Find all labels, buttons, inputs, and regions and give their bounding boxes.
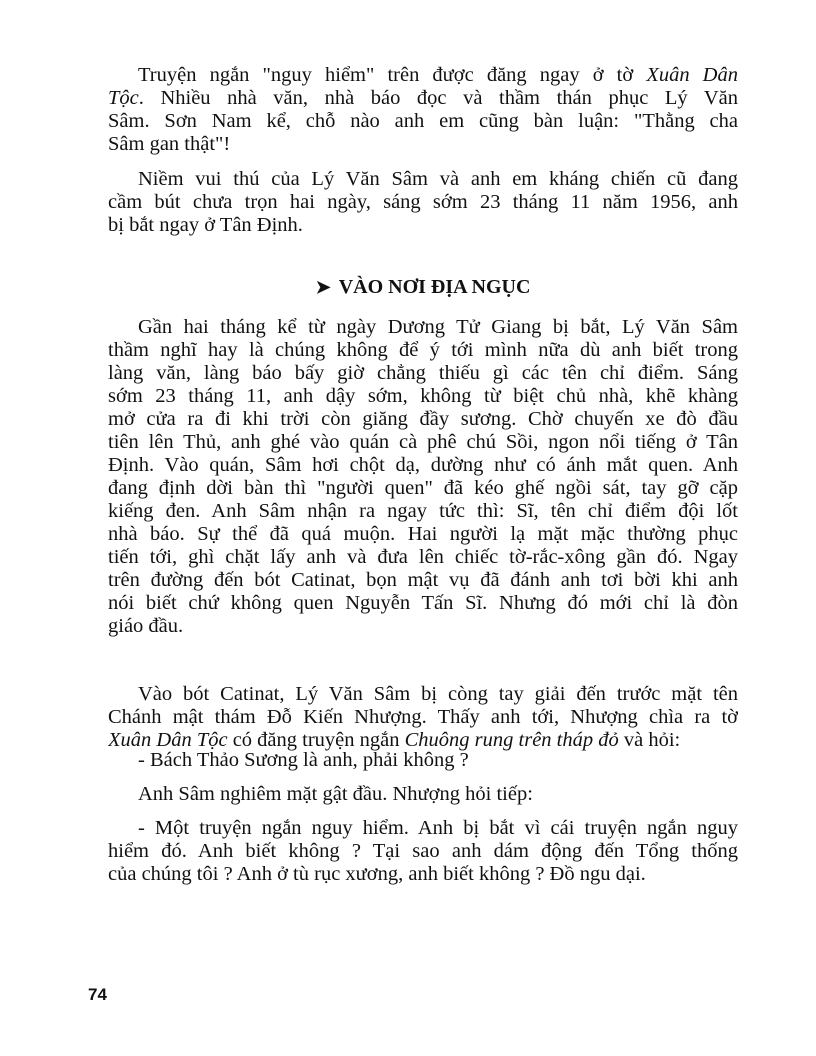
text-run: kiếng đen. Anh Sâm nhận ra ngay tức thì: Sĩ, tên chỉ điểm đội lốt xyxy=(108,500,738,522)
text-line xyxy=(108,783,738,806)
text-line xyxy=(108,546,738,569)
paragraph-1 xyxy=(108,64,738,156)
text-line xyxy=(108,615,738,638)
text-run: có đăng truyện ngắn xyxy=(227,729,405,751)
text-line xyxy=(108,64,738,87)
text-line xyxy=(108,569,738,592)
text-line xyxy=(108,385,738,408)
text-run: tiên lên Thủ, anh ghé vào quán cà phê chú Sồi, ngon nổi tiếng ở Tân xyxy=(108,431,738,453)
text-line xyxy=(108,168,738,191)
text-run: cầm bút chưa trọn hai ngày, sáng sớm 23 tháng 11 năm 1956, anh xyxy=(108,191,738,213)
text-run: Chánh mật thám Đỗ Kiến Nhượng. Thấy anh tới, Nhượng chìa ra tờ xyxy=(108,706,738,728)
arrow-bullet-icon: ➤ xyxy=(315,277,331,297)
text-run: Truyện ngắn "nguy hiểm" trên được đăng ngay ở tờ xyxy=(138,64,647,86)
text-line xyxy=(108,817,738,840)
text-run: Anh Sâm nghiêm mặt gật đầu. Nhượng hỏi tiếp: xyxy=(138,783,533,805)
text-run: Vào bót Catinat, Lý Văn Sâm bị còng tay giải đến trước mặt tên xyxy=(138,683,738,705)
text-line xyxy=(108,191,738,214)
text-line xyxy=(108,408,738,431)
text-line xyxy=(108,683,738,706)
text-line xyxy=(108,749,738,772)
text-line xyxy=(108,431,738,454)
text-run: bị bắt ngay ở Tân Định. xyxy=(108,214,303,236)
text-line xyxy=(108,863,738,886)
text-run: Định. Vào quán, Sâm hơi chột dạ, dường như có ánh mắt quen. Anh xyxy=(108,454,738,476)
text-run: và hỏi: xyxy=(618,729,681,751)
text-run: . Nhiều nhà văn, nhà báo đọc và thầm thán phục Lý Văn xyxy=(138,87,738,109)
text-run: sớm 23 tháng 11, anh dậy sớm, không từ biệt chủ nhà, khẽ khàng xyxy=(108,385,738,407)
text-run: đang định dời bàn thì "người quen" đã kéo ghế ngồi sát, tay gỡ cặp xyxy=(108,477,738,499)
text-run: mở cửa ra đi khi trời còn giăng đầy sương. Chờ chuyến xe đò đầu xyxy=(108,408,738,430)
italic-title: Tộc xyxy=(108,87,139,109)
section-heading-text: VÀO NƠI ĐỊA NGỤC xyxy=(338,276,531,298)
italic-title: Chuông rung trên tháp đỏ xyxy=(404,729,619,751)
text-line xyxy=(108,523,738,546)
text-run: Gần hai tháng kể từ ngày Dương Tử Giang bị bắt, Lý Văn Sâm xyxy=(138,316,738,338)
section-heading xyxy=(108,276,738,299)
text-run: nói biết chứ không quen Nguyễn Tấn Sĩ. Nhưng đó mới chỉ là đòn xyxy=(108,592,738,614)
text-line xyxy=(108,362,738,385)
text-run: làng văn, làng báo bấy giờ chẳng thiếu gì các tên chỉ điểm. Sáng xyxy=(108,362,738,384)
paragraph-5 xyxy=(108,749,738,772)
text-run: trên đường đến bót Catinat, bọn mật vụ đã đánh anh tơi bời khi anh xyxy=(108,569,738,591)
text-run: thầm nghĩ hay là chúng không để ý tới mình nữa dù anh biết trong xyxy=(108,339,738,361)
text-line xyxy=(108,133,738,156)
text-line xyxy=(108,592,738,615)
paragraph-4 xyxy=(108,683,738,752)
page-number: 74 xyxy=(88,985,107,1004)
text-line xyxy=(108,454,738,477)
text-line xyxy=(108,87,738,110)
italic-title: Xuân Dân Tộc xyxy=(108,729,228,751)
text-run: giáo đầu. xyxy=(108,615,184,637)
paragraph-7 xyxy=(108,817,738,886)
text-run: của chúng tôi ? Anh ở tù rục xương, anh biết không ? Đồ ngu dại. xyxy=(108,863,646,885)
text-line xyxy=(108,339,738,362)
paragraph-2 xyxy=(108,168,738,237)
text-run: - Bách Thảo Sương là anh, phải không ? xyxy=(138,749,469,771)
paragraph-3 xyxy=(108,316,738,638)
text-run: Sâm gan thật"! xyxy=(108,133,231,155)
text-line xyxy=(108,500,738,523)
text-line xyxy=(108,110,738,133)
text-run: - Một truyện ngắn nguy hiểm. Anh bị bắt vì cái truyện ngắn nguy xyxy=(138,817,738,839)
text-line xyxy=(108,477,738,500)
text-run: tiến tới, ghì chặt lấy anh và đưa lên chiếc tờ-rắc-xông gần đó. Ngay xyxy=(108,546,738,568)
text-run: Niềm vui thú của Lý Văn Sâm và anh em kháng chiến cũ đang xyxy=(138,168,738,190)
italic-title: Xuân Dân xyxy=(646,64,738,86)
text-run: hiểm đó. Anh biết không ? Tại sao anh dám động đến Tổng thống xyxy=(108,840,738,862)
text-line xyxy=(108,706,738,729)
text-run: Sâm. Sơn Nam kể, chỗ nào anh em cũng bàn luận: "Thằng cha xyxy=(108,110,738,132)
text-run: nhà báo. Sự thể đã quá muộn. Hai người lạ mặt mặc thường phục xyxy=(108,523,738,545)
paragraph-6 xyxy=(108,783,738,806)
text-line xyxy=(108,214,738,237)
text-line xyxy=(108,316,738,339)
text-line xyxy=(108,840,738,863)
